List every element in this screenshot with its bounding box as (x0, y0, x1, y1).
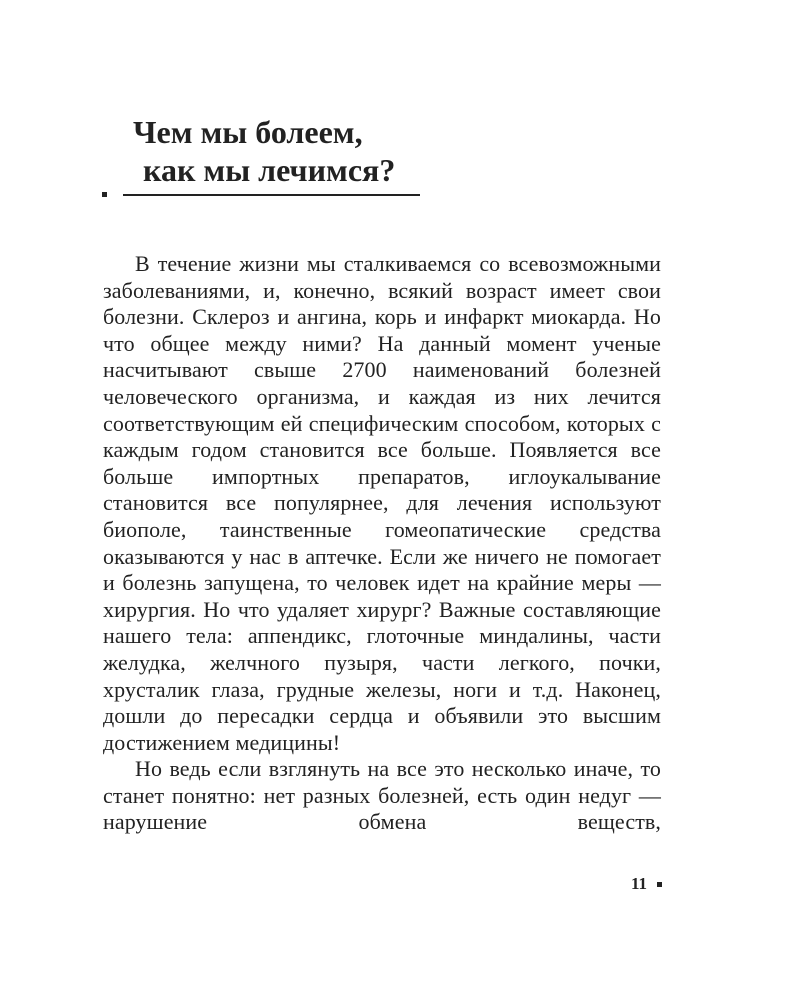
page-footer (631, 874, 662, 894)
chapter-title-line-2: как мы лечимся? (143, 152, 396, 188)
chapter-title-line-1: Чем мы болеем, (133, 114, 363, 150)
heading-bullet-square (102, 192, 107, 197)
footer-bullet-square (657, 882, 662, 887)
body-text (103, 251, 661, 836)
page-number: 11 (630, 874, 647, 893)
paragraph-1: В течение жизни мы сталкиваемся со всевозможными заболеваниями, и, конечно, всякий возраст имеет свои болезни. Склероз и ангина, корь и инфаркт миокарда. Но что общее между ними? На данный момент ученые насчитывают свыше 2700 наименований болезней человеческого организма, и каждая из них лечится соответствующим ей специфическим способом, которых с каждым годом становится все больше. Появляется все больше импортных препаратов, иглоукалывание становится все популярнее, для лечения используют биополе, таинственные гомеопатические средства оказываются у нас в аптечке. Если же ничего не помогает и болезнь запущена, то человек идет на крайние меры — хирургия. Но что удаляет хирург? Важные составляющие нашего тела: аппендикс, глоточные миндалины, части желудка, желчного пузыря, части легкого, почки, хрусталик глаза, грудные железы, ноги и т.д. Наконец, дошли до пересадки сердца и объявили это высшим достижением медицины! (103, 251, 661, 755)
paragraph-2: Но ведь если взглянуть на все это несколько иначе, то станет понятно: нет разных болезней, есть один недуг — нарушение обмена веществ, (103, 756, 661, 835)
heading-underline-rule (123, 194, 420, 196)
